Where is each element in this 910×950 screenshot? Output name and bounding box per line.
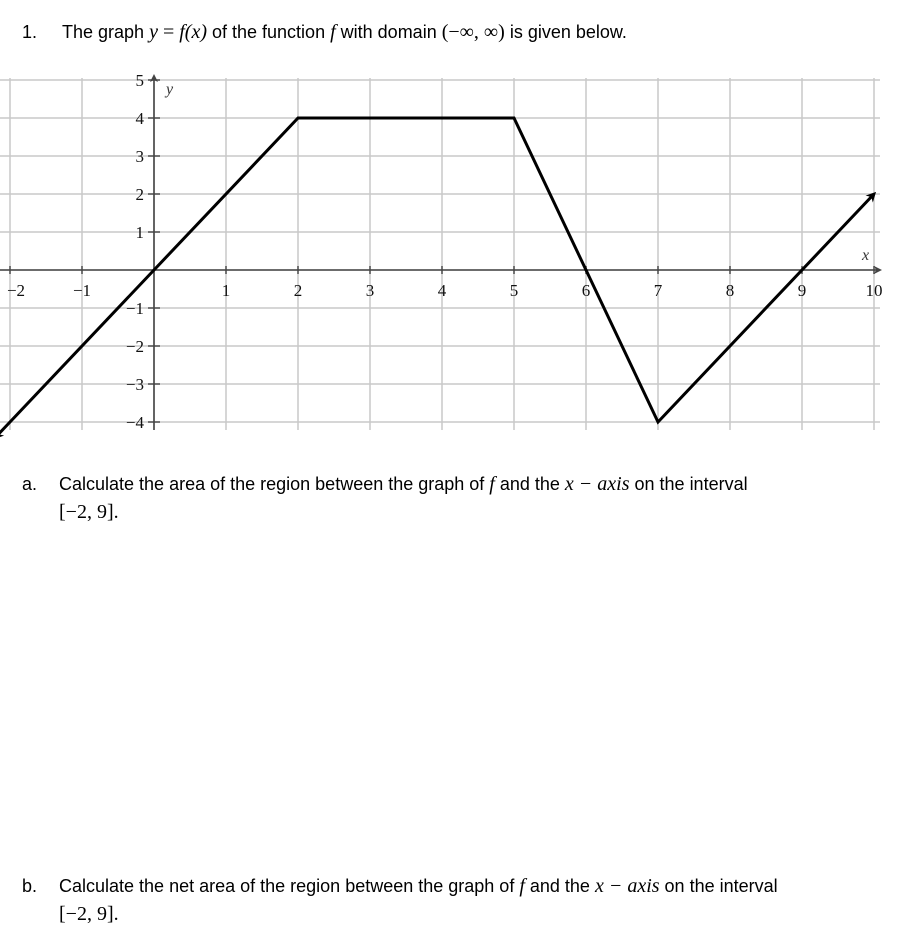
x-tick-label: 7 xyxy=(653,281,663,300)
y-tick-label: −1 xyxy=(125,299,144,318)
y-tick-label: 4 xyxy=(135,109,144,128)
question-text-before: The graph xyxy=(62,22,150,42)
question-text-after: is given below. xyxy=(504,22,627,42)
x-tick-label: 5 xyxy=(509,281,519,300)
x-tick-label: 2 xyxy=(293,281,303,300)
part-a-label: a. xyxy=(22,474,38,494)
part-a-f: f xyxy=(489,473,495,495)
x-tick-label: 8 xyxy=(725,281,735,300)
part-a xyxy=(22,470,902,530)
y-tick-label: −3 xyxy=(125,375,144,394)
function-f: f xyxy=(330,21,336,43)
y-axis-label: y xyxy=(166,81,174,98)
x-tick-label: 4 xyxy=(437,281,447,300)
y-tick-label: 5 xyxy=(135,74,144,90)
x-tick-label: 3 xyxy=(365,281,375,300)
part-b-interval: [−2, 9]. xyxy=(59,903,119,925)
x-tick-label: 9 xyxy=(797,281,807,300)
part-a-axis: x − axis xyxy=(564,473,630,495)
equation-equals: = xyxy=(157,21,180,43)
y-tick-label: −2 xyxy=(125,337,144,356)
part-b-f: f xyxy=(519,875,525,897)
question-text-mid: of the function xyxy=(207,22,331,42)
function-graph xyxy=(0,74,910,440)
part-b-label: b. xyxy=(22,876,38,896)
question-number: 1. xyxy=(22,22,38,42)
question-text-mid2: with domain xyxy=(335,22,442,42)
part-b-text1: Calculate the net area of the region between the graph of xyxy=(59,876,520,896)
y-tick-label: 1 xyxy=(135,223,144,242)
part-a-text xyxy=(59,470,748,498)
equation-fx: f(x) xyxy=(179,21,207,43)
x-tick-label: 1 xyxy=(221,281,231,300)
part-a-interval: [−2, 9]. xyxy=(59,501,119,523)
part-b-text2: and the xyxy=(524,876,595,896)
tick-labels xyxy=(7,74,883,432)
part-a-text1: Calculate the area of the region between the graph of xyxy=(59,474,490,494)
part-a-text3: on the interval xyxy=(629,474,748,494)
y-tick-label: 3 xyxy=(135,147,144,166)
x-tick-label: −1 xyxy=(72,281,92,300)
part-a-text2: and the xyxy=(494,474,565,494)
part-b-axis: x − axis xyxy=(594,875,660,897)
x-tick-label: 10 xyxy=(865,281,883,300)
domain-interval: (−∞, ∞) xyxy=(441,21,505,43)
y-tick-label: −4 xyxy=(125,413,144,432)
part-b xyxy=(22,872,902,932)
question-prompt xyxy=(22,20,627,44)
equation-y: y xyxy=(149,21,158,43)
part-b-text3: on the interval xyxy=(659,876,778,896)
x-tick-label: 6 xyxy=(581,281,591,300)
part-b-text xyxy=(59,872,778,900)
y-tick-label: 2 xyxy=(135,185,144,204)
x-tick-label: −2 xyxy=(6,281,26,300)
x-axis-label: x xyxy=(862,247,870,264)
